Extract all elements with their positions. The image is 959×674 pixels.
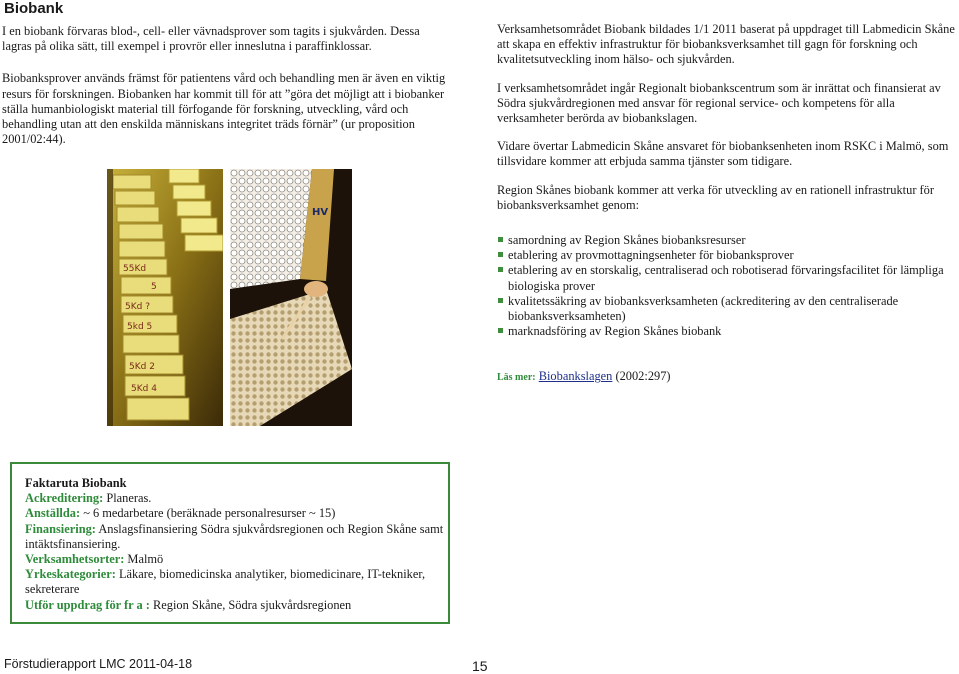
fact-key: Finansiering: <box>25 521 96 536</box>
slide-label-3: 5Kd ? <box>125 302 150 312</box>
list-item <box>497 248 959 263</box>
square-bullet-icon <box>498 328 503 333</box>
list-item-text: samordning av Region Skånes biobanksresurser <box>508 233 746 248</box>
slide-label-6: 5Kd 4 <box>131 384 157 394</box>
fact-key: Utför uppdrag för fr a : <box>25 597 150 612</box>
fact-value: Anslagsfinansiering Södra sjukvårdsregionen och Region Skåne samt intäktsfinansiering. <box>25 521 444 551</box>
slide-label-5: 5Kd 2 <box>129 362 155 372</box>
fact-key: Verksamhetsorter: <box>25 552 125 567</box>
list-item <box>497 324 959 339</box>
slide-label-2: 5 <box>151 282 157 292</box>
read-more-label: Läs mer: <box>497 372 536 384</box>
square-bullet-icon <box>498 298 503 303</box>
footer-report-title: Förstudierapport LMC 2011-04-18 <box>4 657 193 671</box>
right-paragraph-4: Region Skånes biobank kommer att verka för utveckling av en rationell infrastruktur för biobanksverksamhet genom: <box>497 182 934 212</box>
page-number: 15 <box>472 658 488 674</box>
fact-box-title: Faktaruta Biobank <box>25 476 127 490</box>
fact-row <box>25 506 448 521</box>
read-more-suffix: (2002:297) <box>612 369 671 384</box>
fact-row <box>25 598 448 613</box>
fact-value: ~ 6 medarbetare (beräknade personalresurser ~ 15) <box>80 506 336 521</box>
photo-sample-tubes <box>230 169 352 426</box>
list-item-text: etablering av en storskalig, centraliserad och robotiserad förvaringsfacilitet för lämpliga biologiska prover <box>508 263 944 293</box>
left-paragraph-2: Biobanksprover används främst för patientens vård och behandling men är även en viktig resurs för forskningen. Biobanken har kommit till för att ”göra det möjligt att i biobanker ställa humanbiologiskt material till förfogande för forskning, utveckling, vård och behandling utan att den enskilda människans integritet träds förnär” (ur proposition 2001/02:44). <box>2 71 446 147</box>
list-item-text: kvalitetssäkring av biobanksverksamheten (ackreditering av den centraliserade biobanksverksamheten) <box>508 293 899 324</box>
list-item <box>497 263 959 293</box>
fact-row <box>25 552 448 567</box>
square-bullet-icon <box>498 237 503 242</box>
fact-value: Region Skåne, Södra sjukvårdsregionen <box>149 597 352 612</box>
biobankslagen-link[interactable]: Biobankslagen <box>538 369 613 384</box>
left-paragraph-1: I en biobank förvaras blod-, cell- eller vävnadsprover som tagits i sjukvården. Dessa lagras på olika sätt, till exempel i provrör eller inneslutna i paraffinklossar. <box>2 24 420 54</box>
fact-row <box>25 567 448 597</box>
fact-key: Anställda: <box>25 506 81 521</box>
fact-key: Yrkeskategorier: <box>25 567 116 582</box>
slide-label-4: 5kd 5 <box>127 322 153 332</box>
list-item <box>497 294 959 324</box>
list-item <box>497 233 959 248</box>
photo-sample-slides <box>107 169 223 426</box>
box-label: HV <box>312 207 329 218</box>
square-bullet-icon <box>498 267 503 272</box>
slide-label-1: 55Kd <box>123 264 147 274</box>
fact-value: Planeras. <box>103 491 152 506</box>
list-item-text: marknadsföring av Region Skånes biobank <box>508 324 722 339</box>
tube-box-label <box>312 207 328 218</box>
infrastructure-list <box>497 233 959 339</box>
fact-row <box>25 522 448 552</box>
fact-box <box>10 462 450 624</box>
left-column <box>2 24 452 164</box>
list-item-text: etablering av provmottagningsenheter för biobanksprover <box>508 248 794 263</box>
fact-row <box>25 491 448 506</box>
right-paragraph-3: Vidare övertar Labmedicin Skåne ansvaret för biobanksenheten inom RSKC i Malmö, som tillsvidare kommer att erbjuda samma tjänster som tidigare. <box>497 139 949 169</box>
right-column <box>497 22 959 386</box>
read-more <box>497 369 959 385</box>
fact-value: Läkare, biomedicinska analytiker, biomedicinare, IT-tekniker, sekreterare <box>25 567 426 597</box>
right-paragraph-1: Verksamhetsområdet Biobank bildades 1/1 2011 baserat på uppdraget till Labmedicin Skåne att skapa en effektiv infrastruktur för biobanksverksamhet till gagn för forskning och kvalitetsutveckling inom hälso- och sjukvården. <box>497 22 955 67</box>
square-bullet-icon <box>498 252 503 257</box>
right-paragraph-2: I verksamhetsområdet ingår Regionalt biobankscentrum som är inrättat och finansierat av Södra sjukvårdregionen med ansvar för regional service- och kompetens för alla verksamheter berörda av biobankslagen. <box>497 80 941 126</box>
fact-key: Ackreditering: <box>25 491 104 506</box>
page-title: Biobank <box>4 0 64 17</box>
fact-value: Malmö <box>124 552 164 567</box>
